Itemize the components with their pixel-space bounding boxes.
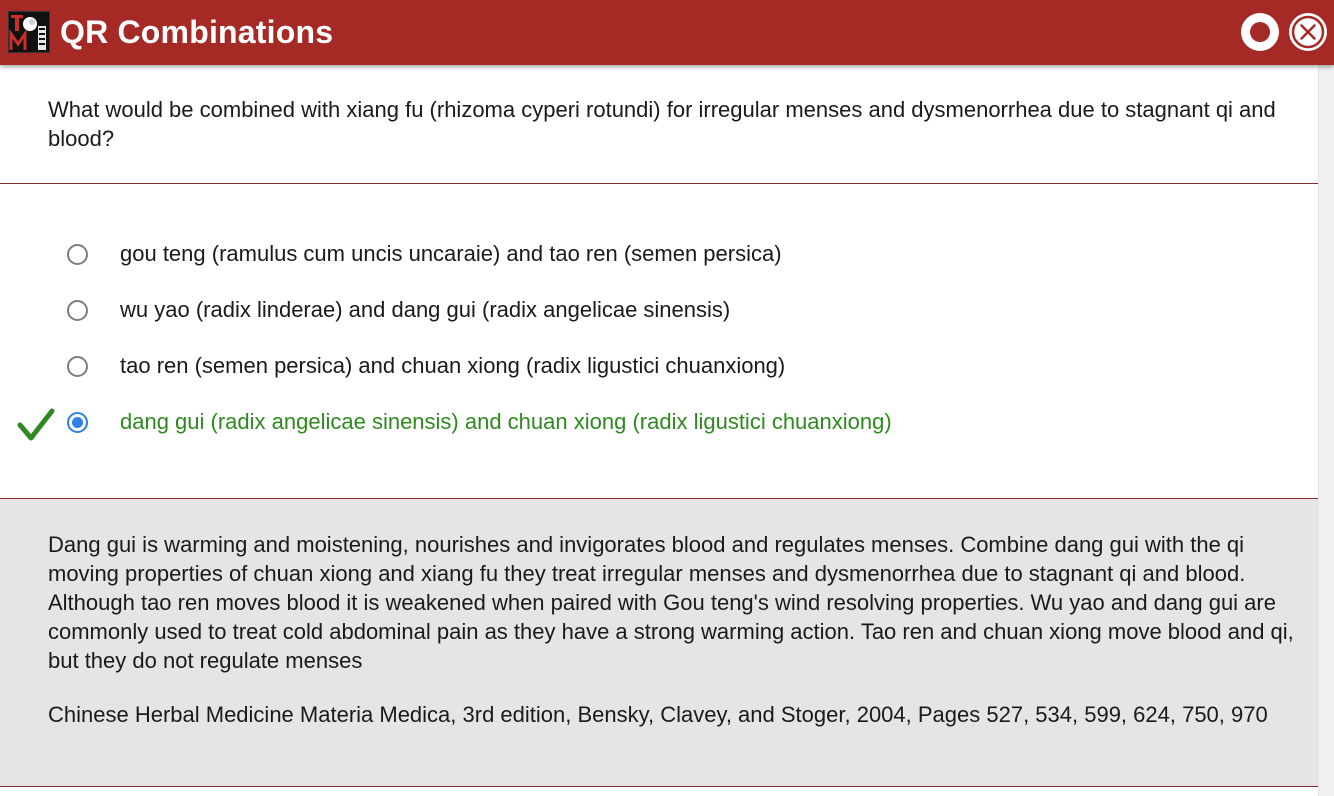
tcm-tests-logo-icon — [8, 11, 50, 53]
radio-button[interactable] — [67, 300, 88, 321]
close-button[interactable] — [1289, 13, 1327, 51]
answer-option-label-correct: dang gui (radix angelicae sinensis) and chuan xiong (radix ligustici chuanxiong) — [120, 409, 892, 434]
app-title: QR Combinations — [60, 14, 334, 50]
explanation-text: Dang gui is warming and moistening, nourishes and invigorates blood and regulates menses. Combine dang gui with the qi moving properties of chuan xiong and xiang fu they treat irregular menses and dysmenorrhea due to stagnant qi and blood. Although tao ren moves blood it is weakened when paired with Gou teng's wind resolving properties. Wu yao and dang gui are commonly used to treat cold abdominal pain as they have a strong warming action. Tao ren and chuan xiong move blood and qi, but they do not regulate menses — [48, 532, 1294, 673]
scrollbar[interactable] — [1318, 65, 1334, 796]
record-button[interactable] — [1241, 13, 1279, 51]
radio-button[interactable] — [67, 244, 88, 265]
record-icon — [1250, 22, 1270, 42]
divider — [0, 786, 1318, 787]
checkmark-icon — [17, 408, 55, 442]
answer-option-label: tao ren (semen persica) and chuan xiong (radix ligustici chuanxiong) — [120, 353, 786, 378]
answer-option-label: wu yao (radix linderae) and dang gui (radix angelicae sinensis) — [120, 297, 731, 322]
question-text: What would be combined with xiang fu (rhizoma cyperi rotundi) for irregular menses and dysmenorrhea due to stagnant qi and blood? — [48, 97, 1276, 151]
answer-option-1[interactable] — [0, 234, 1318, 274]
answer-option-label: gou teng (ramulus cum uncis uncaraie) and tao ren (semen persica) — [120, 241, 782, 266]
answer-option-4[interactable] — [0, 402, 1318, 442]
radio-button-selected[interactable] — [67, 412, 88, 433]
answer-option-2[interactable] — [0, 290, 1318, 330]
radio-button[interactable] — [67, 356, 88, 377]
reference-text: Chinese Herbal Medicine Materia Medica, 3rd edition, Bensky, Clavey, and Stoger, 2004, Pages 527, 534, 599, 624, 750, 970 — [48, 702, 1268, 727]
answer-option-3[interactable] — [0, 346, 1318, 386]
close-icon — [1289, 13, 1327, 51]
divider — [0, 183, 1318, 184]
title-bar — [0, 0, 1334, 65]
